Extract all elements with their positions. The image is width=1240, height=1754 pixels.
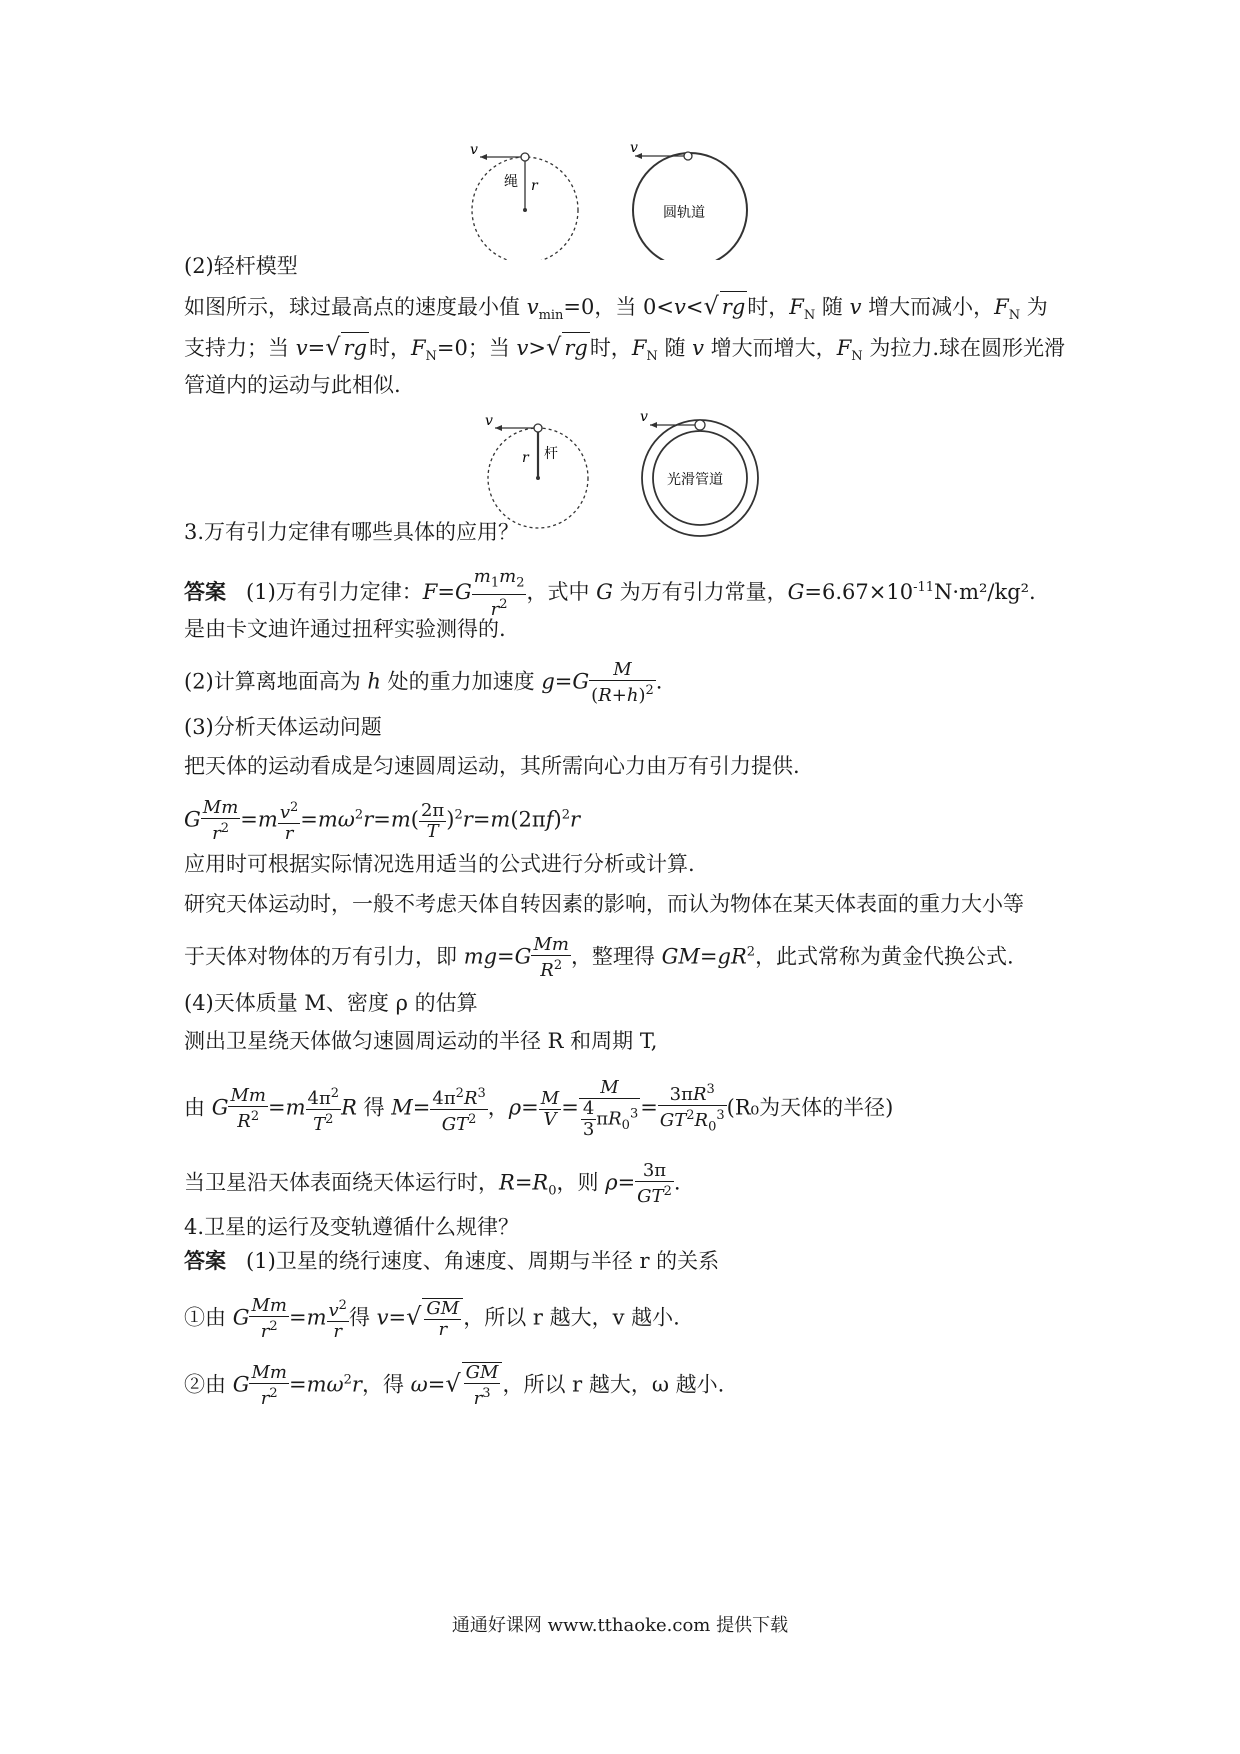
- rope-v-label: v: [470, 142, 478, 158]
- rod-r-label: r: [522, 450, 529, 466]
- rope-r-label: r: [531, 178, 538, 194]
- rope-track-figure: [450, 140, 780, 260]
- q3-answer-line-7: 研究天体运动时，一般不考虑天体自转因素的影响，而认为物体在某天体表面的重力大小等: [184, 892, 1024, 916]
- q3-answer-line-6: 应用时可根据实际情况选用适当的公式进行分析或计算.: [184, 852, 695, 876]
- track-label: 圆轨道: [663, 205, 705, 221]
- rod-paragraph-line-2: 支持力；当 v=√ rg时，$F_N=0$；当 v>√ rg时，$F_N$ 随 v 增大而增大，$F_N$ 为拉力.球在圆形光滑: [184, 333, 1065, 365]
- q4-answer-line-1: 答案 (1)卫星的绕行速度、角速度、周期与半径 r 的关系: [184, 1248, 720, 1273]
- rod-ball: [534, 424, 542, 432]
- rope-ball: [521, 153, 529, 161]
- q3-answer-line-9: (4)天体质量 M、密度 ρ 的估算: [184, 991, 478, 1015]
- tube-ball: [695, 420, 705, 430]
- q3-answer-line-11: 当卫星沿天体表面绕天体运行时，$R=R_0$，则 ρ= $\frac{3\pi}{GT^2}$ .: [184, 1160, 681, 1207]
- section-2-title: (2)轻杆模型: [184, 254, 298, 278]
- q3-answer-line-2: 是由卡文迪许通过扭秤实验测得的.: [184, 617, 506, 641]
- q3-answer-line-5: 把天体的运动看成是匀速圆周运动，其所需向心力由万有引力提供.: [184, 754, 800, 778]
- q3-answer-line-3: (2)计算离地面高为 h 处的重力加速度 g=G $\frac{M}{(R+h)^2}$ .: [184, 659, 663, 706]
- rod-label: 杆: [544, 446, 558, 462]
- q3-answer-line-10: 测出卫星绕天体做匀速圆周运动的半径 R 和周期 T,: [184, 1029, 658, 1053]
- rod-v-label: v: [485, 413, 493, 429]
- q3-answer-line-8: 于天体对物体的万有引力，即 mg=G $\frac{Mm}{R^2}$ ，整理得 $GM=gR^2$，此式常称为黄金代换公式.: [184, 934, 1014, 981]
- q4-answer-line-2: ①由 G $\frac{Mm}{r^2}$ =m $\frac{v^2}{r}$ 得 v=√ $\frac{GM}{r}$ ，所以 r 越大，v 越小.: [184, 1295, 680, 1342]
- tube-v-label: v: [640, 409, 648, 425]
- track-ball: [684, 152, 692, 160]
- rope-label: 绳: [504, 174, 518, 190]
- question-4-title: 4.卫星的运行及变轨遵循什么规律？: [184, 1215, 520, 1239]
- q4-answer-line-3: ②由 G $\frac{Mm}{r^2}$ $=m\omega^2r$，得 ω=√ $\frac{GM}{r^3}$ ，所以 r 越大，ω 越小.: [184, 1362, 725, 1409]
- rod-paragraph-line-3: 管道内的运动与此相似.: [184, 373, 401, 397]
- q3-formula-centripetal: G $\frac{Mm}{r^2}$ =m $\frac{v^2}{r}$ $=m\omega^2r=m$( $\frac{2\pi}{T}$ )$^2r=m(2\pi f)^2r$: [184, 797, 581, 844]
- q3-formula-density: 由 G $\frac{Mm}{R^2}$ =m $\frac{4\pi^2}{T^2}$ R 得 M= $\frac{4\pi^2R^3}{GT^2}$ ，ρ= $\frac{M}{V}$ = M $\frac{4}{3}$ $\pi R_0^3$ = $\frac{3\pi R^3}{GT^2R_0^3}$ (R₀为天体的半径): [184, 1077, 894, 1140]
- rod-paragraph-line-1: 如图所示，球过最高点的速度最小值 $v_{min}=0$，当 0<v<√ rg时，$F_N$ 随 v 增大而减小，$F_N$ 为: [184, 292, 1048, 324]
- question-3-title: 3.万有引力定律有哪些具体的应用？: [184, 520, 520, 544]
- q3-answer-line-4: (3)分析天体运动问题: [184, 715, 382, 739]
- track-v-label: v: [630, 140, 638, 156]
- page-footer: 通通好课网 www.tthaoke.com 提供下载: [451, 1615, 789, 1636]
- tube-label: 光滑管道: [667, 472, 723, 488]
- q3-answer-line-1: 答案 (1)万有引力定律：F=G $\frac{m_1m_2}{r^2}$ ，式中 G 为万有引力常量，$G=6.67\times 10^{-11}N\cdot m^2$/kg².: [184, 566, 1036, 620]
